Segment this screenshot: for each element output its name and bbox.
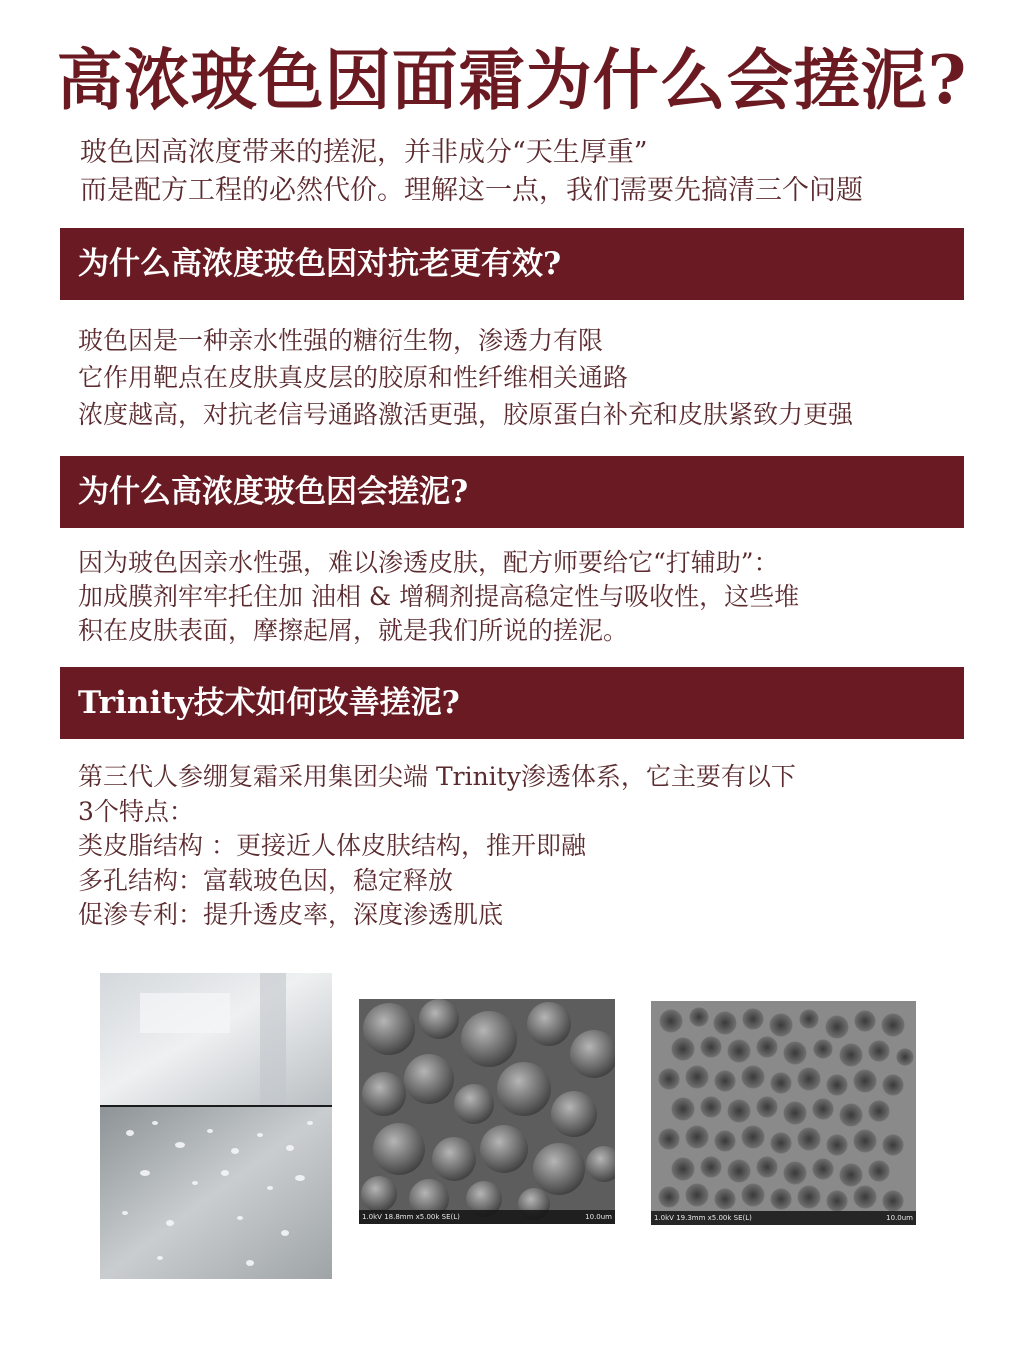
intro-line: 而是配方工程的必然代价。理解这一点，我们需要先搞清三个问题 xyxy=(80,175,863,206)
intro-paragraph xyxy=(80,134,980,210)
section-heading-trinity: Trinity技术如何改善搓泥? xyxy=(60,667,964,739)
body-line: 玻色因是一种亲水性强的糖衍生物，渗透力有限 xyxy=(78,326,604,355)
body-line: 浓度越高，对抗老信号通路激活更强，胶原蛋白补充和皮肤紧致力更强 xyxy=(78,400,854,429)
sem-caption xyxy=(651,1211,916,1225)
cream-texture-photo xyxy=(100,973,332,1279)
body-line: 因为玻色因亲水性强，难以渗透皮肤，配方师要给它“打辅助”： xyxy=(78,548,779,577)
sem-caption xyxy=(359,1210,615,1224)
body-line: 类皮脂结构 ：更接近人体皮肤结构，推开即融 xyxy=(78,831,586,860)
sem-caption-right: 10.0um xyxy=(886,1214,913,1222)
section-body-pilling xyxy=(78,546,978,648)
body-line: 第三代人参绷复霜采用集团尖端 Trinity渗透体系，它主要有以下 xyxy=(78,762,796,791)
section-heading-efficacy: 为什么高浓度玻色因对抗老更有效? xyxy=(60,228,964,300)
sem-caption-right: 10.0um xyxy=(585,1213,612,1221)
section-body-trinity xyxy=(78,760,978,933)
sem-image-porous xyxy=(651,1001,916,1225)
intro-line: 玻色因高浓度带来的搓泥，并非成分“天生厚重” xyxy=(80,137,648,168)
section-heading-pilling: 为什么高浓度玻色因会搓泥? xyxy=(60,456,964,528)
section-body-efficacy xyxy=(78,322,978,433)
body-line: 促渗专利：提升透皮率，深度渗透肌底 xyxy=(78,900,504,929)
body-line: 它作用靶点在皮肤真皮层的胶原和性纤维相关通路 xyxy=(78,363,629,392)
body-line: 加成膜剂牢牢托住加 油相 & 增稠剂提高稳定性与吸收性，这些堆 xyxy=(78,582,800,611)
sem-caption-left: 1.0kV 18.8mm x5.00k SE(L) xyxy=(362,1213,460,1221)
body-line: 积在皮肤表面，摩擦起屑，就是我们所说的搓泥。 xyxy=(78,616,629,645)
page-title: 高浓玻色因面霜为什么会搓泥? xyxy=(56,41,968,119)
sem-caption-left: 1.0kV 19.3mm x5.00k SE(L) xyxy=(654,1214,752,1222)
body-line: 多孔结构：富载玻色因，稳定释放 xyxy=(78,865,454,895)
sem-image-conventional xyxy=(359,999,615,1224)
body-line: 3个特点： xyxy=(78,796,194,826)
